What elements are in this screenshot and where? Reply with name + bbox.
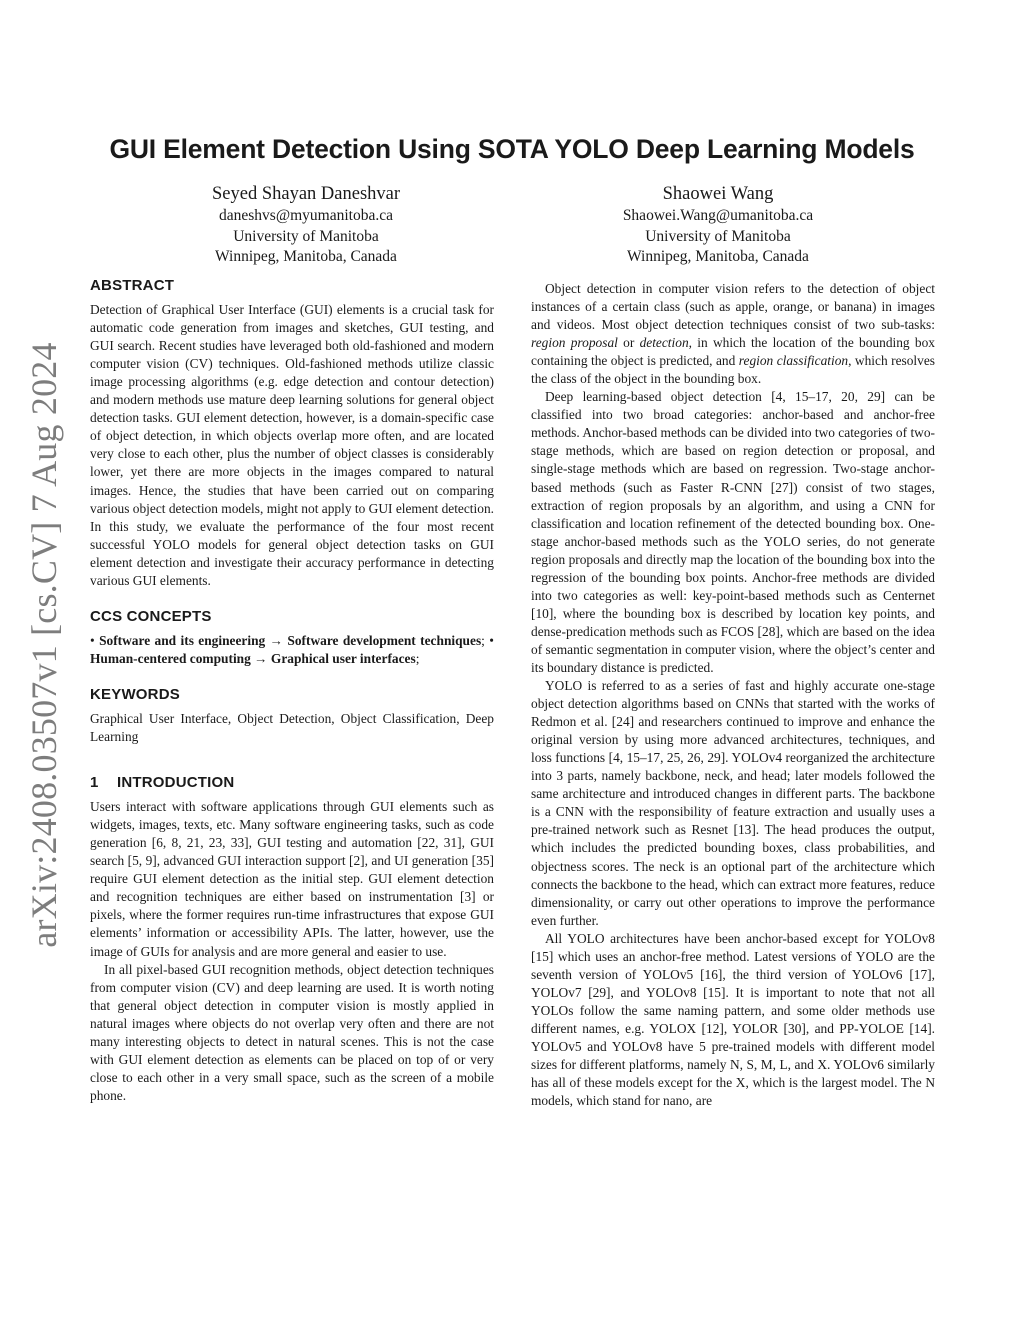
ccs-term: Software and its engineering: [99, 632, 266, 648]
author-block-2: [538, 182, 898, 268]
author-block-1: [126, 182, 486, 268]
author-name: Seyed Shayan Daneshvar: [211, 184, 401, 204]
ccs-arrow: →: [265, 632, 288, 648]
emphasis: detection: [639, 335, 689, 351]
ccs-separator: ;: [481, 632, 490, 648]
ccs-term: Software development techniques: [287, 632, 482, 648]
right-paragraph-4: All YOLO architectures have been anchor-based except for YOLOv8 [15] which uses an anchor-free method. Latest versions of YOLO are the seventh version of YOLOv5 [16], the third version of YOLOv6 [17], YOLOv7 [29], and YOLOv8 [15]. It is important to note that not all YOLOs follow the same naming pattern, and some older methods use different names, e.g. YOLOX [12], YOLOR [30], and PP-YOLOE [14]. YOLOv5 and YOLOv8 have 5 pre-trained models with different model sizes for different platforms, namely N, S, M, L, and X. YOLOv6 similarly has all of these models except for the X, which is the largest model. The N models, which stand for nano, are: [531, 930, 935, 1109]
ccs-bullet: •: [90, 632, 100, 648]
keywords-heading: KEYWORDS: [90, 685, 180, 703]
section-number: 1: [90, 774, 99, 792]
section-title: INTRODUCTION: [117, 774, 235, 792]
ccs-arrow: →: [250, 650, 271, 666]
ccs-term: Graphical user interfaces: [270, 650, 416, 666]
author-email: daneshvs@myumanitoba.ca: [219, 207, 393, 224]
text-run: , which resolves the class of the object in the bounding box.: [531, 353, 935, 387]
author-email: Shaowei.Wang@umanitoba.ca: [622, 207, 814, 224]
ccs-bullet: •: [489, 632, 494, 648]
keywords-text: Graphical User Interface, Object Detection, Object Classification, Deep Learning: [90, 710, 494, 745]
right-paragraph-3: YOLO is referred to as a series of fast and highly accurate one-stage object detection algorithms based on CNNs that started with the works of Redmon et al. [24] and researchers continued to improve and enhance the original version by using more advanced architectures, techniques, and loss functions [4, 15–17, 25, 26, 29]. YOLOv4 reorganized the architecture into 3 parts, namely backbone, neck, and head; later models followed the same architecture and introduced changes in different parts. The backbone is a CNN with the responsibility of feature extraction and usually uses a pre-trained network such as Resnet [13]. The head produces the output, which includes the predicted bounding boxes, class probabilities, and objectness scores. The neck is an optional part of the architecture which connects the backbone to the head, which can extract more features, reduce dimensionality, or carry out other operations to improve the performance even further.: [531, 678, 935, 928]
ccs-term: Human-centered computing: [90, 650, 251, 666]
intro-heading: [90, 774, 494, 792]
ccs-concepts: [90, 632, 494, 668]
author-affiliation: University of Manitoba: [645, 227, 791, 245]
author-affiliation: University of Manitoba: [233, 227, 379, 245]
author-location: Winnipeg, Manitoba, Canada: [627, 248, 809, 265]
text-run: Object detection in computer vision refers to the detection of object instances of a certain class (such as apple, orange, or banana) in images and videos. Most object detection techniques consist of two sub-tasks:: [531, 281, 935, 333]
text-run: or: [617, 335, 640, 351]
emphasis: region classification: [738, 353, 849, 369]
intro-paragraph-2: In all pixel-based GUI recognition methods, object detection techniques from computer vision (CV) and deep learning are used. It is worth noting that general object detection in computer vision is mostly applied in natural images where objects do not overlap very often and there are not many interesting objects to detect in natural scenes. This is not the case with GUI element detection as elements can be placed on top of or very close to each other in a very small space, such as the screen of a mobile phone.: [90, 961, 494, 1103]
emphasis: region proposal: [531, 335, 618, 351]
ccs-heading: CCS CONCEPTS: [90, 607, 212, 625]
author-name: Shaowei Wang: [662, 184, 774, 204]
intro-paragraph-1: Users interact with software applications through GUI elements such as widgets, images, texts, etc. Many software engineering tasks, such as code generation [6, 8, 21, 23, 33], GUI testing and automation [22, 31], GUI search [5, 9], advanced GUI interaction support [2], and UI generation [35] require GUI element detection as the initial step. GUI element detection and recognition techniques are either based on instrumentation [3] or pixels, where the former requires run-time infrastructures that expose GUI elements’ information or accessibility APIs. The latter, however, use the image of GUIs for analysis and are more general and easier to use.: [90, 799, 494, 959]
left-column: [90, 277, 494, 1105]
abstract-text: Detection of Graphical User Interface (GUI) elements is a crucial task for automatic code generation from images and sketches, GUI testing, and GUI search. Recent studies have leveraged both old-fashioned and modern computer vision (CV) techniques. Old-fashioned methods utilize classic image processing algorithms (e.g. edge detection and contour detection) and modern methods use mature deep learning solutions for general object detection tasks. GUI element detection, however, is a domain-specific case of object detection, in which objects overlap more often, and are located very close to each other, plus the number of object classes is considerably lower, yet there are more objects in the images compared to natural images. Hence, the studies that have been carried out on comparing various object detection models, might not apply to GUI element detection. In this study, we evaluate the performance of the four most recent successful YOLO models for general object detection tasks on GUI element detection and investigate their accuracy performance in detecting various GUI elements.: [90, 302, 494, 588]
right-paragraph-1: [531, 280, 935, 388]
abstract-heading: ABSTRACT: [90, 277, 175, 294]
right-paragraph-2: Deep learning-based object detection [4, 15–17, 20, 29] can be classified into two broad categories: anchor-based and anchor-free methods. Anchor-based methods can be divided into two categories of two-stage methods, which are based on region detection or proposal, and single-stage methods which are based on regression. Two-stage anchor-based methods (such as Faster R-CNN [27]) consist of two stages, extraction of region proposals by an algorithm, and using a CNN for classification and location refinement of the detected bounding box. One-stage anchor-based methods such as the YOLO series, do not generate region proposals and directly map the location of the bounding box into the regression of the bounding box points. Anchor-free methods are divided into two categories as well: key-point-based methods such as Centernet [10], where the bounding box is described by location key points, and dense-predication methods such as FCOS [28], which are based on the idea of semantic segmentation in computer vision, where the object’s center and its boundary distance is predicted.: [531, 389, 935, 675]
author-location: Winnipeg, Manitoba, Canada: [215, 248, 397, 265]
text-run: , in which the location of the bounding box containing the object is predicted, and: [531, 335, 935, 369]
arxiv-identifier: arXiv:2408.03507v1 [cs.CV] 7 Aug 2024: [24, 342, 64, 948]
ccs-end: ;: [415, 650, 420, 666]
right-column: [531, 280, 935, 1110]
paper-title: GUI Element Detection Using SOTA YOLO Deep Learning Models: [109, 134, 915, 164]
